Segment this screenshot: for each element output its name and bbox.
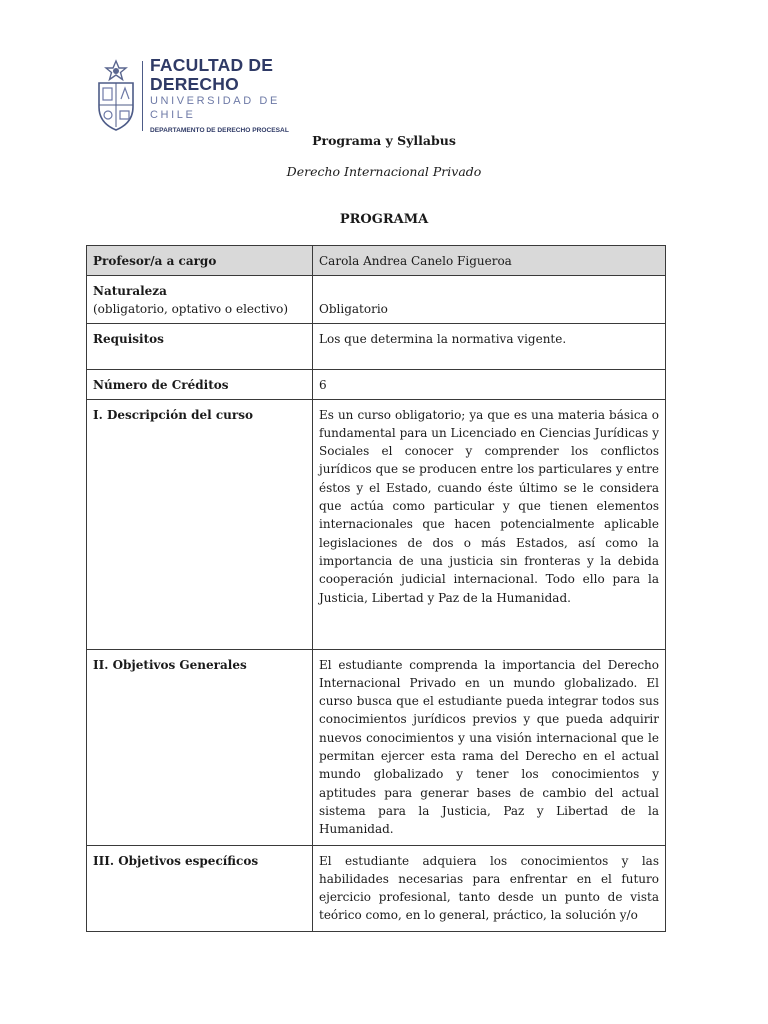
section-title: PROGRAMA	[339, 212, 429, 227]
syllabus-table	[86, 245, 666, 932]
faculty-logo	[94, 54, 322, 134]
course-title: Derecho Internacional Privado	[286, 164, 482, 179]
row-label: III. Objetivos específicos	[87, 845, 313, 931]
row-value: El estudiante comprenda la importancia del Derecho Internacional Privado en un mundo globalizado. El curso busca que el estudiante pueda integrar todos sus conocimientos jurídicos previos y que pueda adquirir nuevos conocimientos y una visión internacional que le permitan ejercer esta rama del Derecho en el actual mundo globalizado y tener los conocimientos y aptitudes para generar bases de cambio del actual sistema para la Justicia, Paz y Libertad de la Humanidad.	[313, 649, 666, 845]
row-value: El estudiante adquiera los conocimientos y las habilidades necesarias para enfrentar en el futuro ejercicio profesional, tanto desde un punto de vista teórico como, en lo general, práctico, la solución y/o	[313, 845, 666, 931]
row-value: Carola Andrea Canelo Figueroa	[313, 246, 666, 276]
row-label: II. Objetivos Generales	[87, 649, 313, 845]
university-seal-icon	[94, 59, 138, 133]
logo-faculty-name: FACULTAD DE DERECHO	[150, 54, 274, 94]
row-label: I. Descripción del curso	[87, 399, 313, 649]
document-title: Programa y Syllabus	[312, 133, 456, 148]
row-value: Obligatorio	[319, 302, 388, 316]
table-row	[87, 649, 666, 845]
logo-text	[150, 56, 322, 137]
logo-university-name: UNIVERSIDAD DE CHILE	[150, 94, 280, 121]
table-row	[87, 399, 666, 649]
table-row	[87, 323, 666, 369]
row-value: Es un curso obligatorio; ya que es una materia básica o fundamental para un Licenciado en Ciencias Jurídicas y Sociales el conocer y comprender los conflictos jurídicos que se producen entre los particulares y entre éstos y el Estado, cuando éste último se le considera que actúa como particular y que tienen elementos internacionales que hacen potencialmente aplicable legislaciones de dos o más Estados, así como la importancia de una justicia sin fronteras y la debida cooperación judicial internacional. Todo ello para la Justicia, Libertad y Paz de la Humanidad.	[313, 399, 666, 649]
row-label: Naturaleza	[93, 284, 167, 298]
row-value: Los que determina la normativa vigente.	[313, 323, 666, 369]
table-row	[87, 276, 666, 324]
row-value-cell	[313, 276, 666, 324]
row-label: Número de Créditos	[87, 369, 313, 399]
row-label: Profesor/a a cargo	[87, 246, 313, 276]
row-sublabel: (obligatorio, optativo o electivo)	[93, 302, 289, 317]
logo-divider	[142, 61, 143, 131]
row-label-cell	[87, 276, 313, 324]
table-row	[87, 845, 666, 931]
row-value: 6	[313, 369, 666, 399]
row-label: Requisitos	[87, 323, 313, 369]
table-row	[87, 246, 666, 276]
logo-department-name: DEPARTAMENTO DE DERECHO PROCESAL	[150, 126, 289, 134]
table-row	[87, 369, 666, 399]
